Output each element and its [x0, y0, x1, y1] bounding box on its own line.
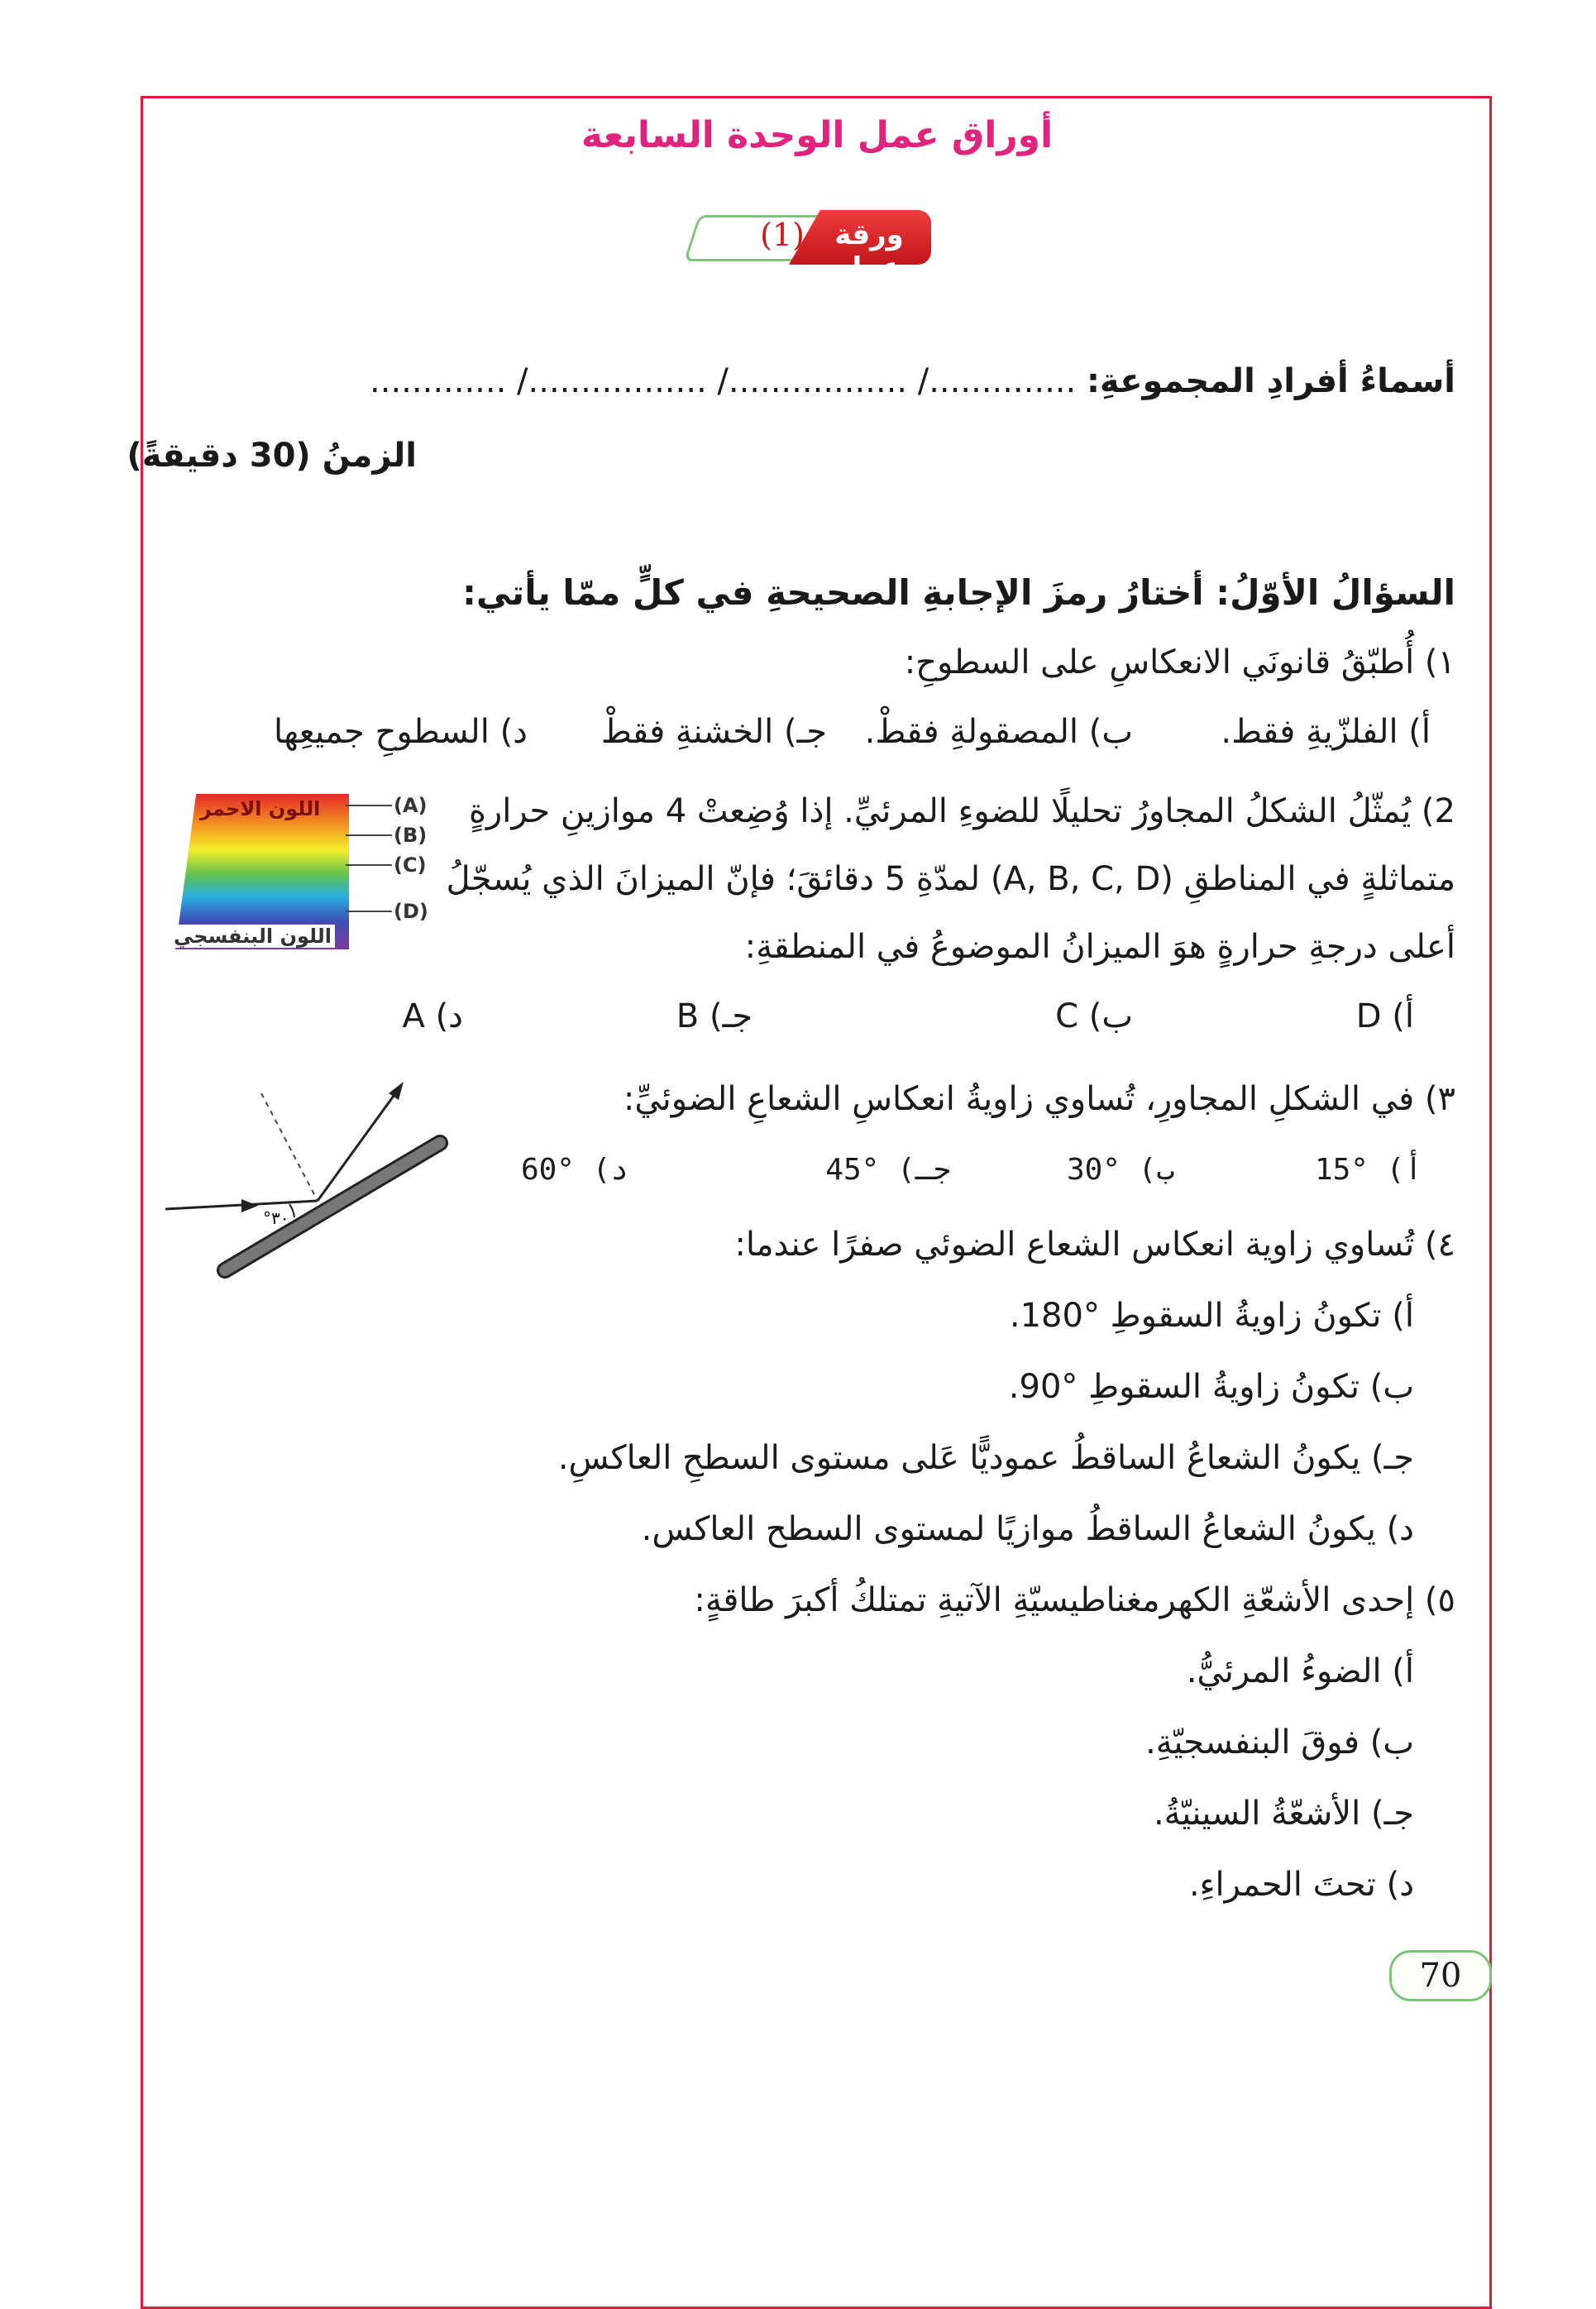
item1-stem: ١) أُطبّقُ قانونَي الانعكاسِ على السطوحِ:: [904, 643, 1455, 681]
item4-option-c: جـ) يكونُ الشعاعُ الساقطُ عموديًّا عَلى مستوى السطحِ العاكسِ.: [557, 1439, 1414, 1477]
item3-stem: ٣) في الشكلِ المجاورِ، تُساوي زاويةُ انعكاسِ الشعاعِ الضوئيِّ:: [623, 1080, 1455, 1118]
item3-option-c: جـ) °45: [825, 1153, 951, 1187]
item5-option-d: د) تحتَ الحمراءِ.: [1188, 1866, 1414, 1904]
item5-option-b: ب) فوقَ البنفسجيّةِ.: [1145, 1723, 1414, 1762]
group-label: أسماءُ أفرادِ المجموعةِ:: [1086, 362, 1455, 400]
item3-option-b: ب) °30: [1066, 1153, 1174, 1187]
item3-option-d: د) °60: [520, 1153, 628, 1187]
item2-option-c: جـ) B: [676, 997, 753, 1035]
spectrum-bottom-label: اللون البنفسجي: [170, 925, 335, 948]
spectrum-region-c: (C): [394, 853, 427, 877]
item4-option-d: د) يكونُ الشعاعُ الساقطُ موازيًا لمستوى السطح العاكس.: [641, 1510, 1414, 1548]
spectrum-region-b: (B): [394, 824, 428, 847]
item2-option-a: أ) D: [1355, 997, 1414, 1035]
item2-line2: متماثلةٍ في المناطقِ (A, B, C, D) لمدّةِ 5 دقائقَ؛ فإنّ الميزانَ الذي يُسجّلُ: [446, 860, 1455, 898]
item5-option-c: جـ) الأشعّةُ السينيّةُ.: [1153, 1795, 1414, 1833]
worksheet-number: (1): [760, 217, 805, 253]
item2-line1: 2) يُمثّلُ الشكلُ المجاورُ تحليلًا للضوءِ المرئيِّ. إذا وُضِعتْ 4 موازينِ حرارةٍ: [468, 792, 1455, 830]
item4-option-b: ب) تكونُ زاويةُ السقوطِ °90.: [1008, 1368, 1414, 1406]
spectrum-top-label: اللون الاحمر: [200, 797, 321, 820]
reflection-figure: [165, 1075, 463, 1282]
item5-option-a: أ) الضوءُ المرئيُّ.: [1186, 1652, 1414, 1690]
page-number: 70: [1389, 1950, 1492, 2001]
reflection-angle-label: °٣٠: [263, 1208, 289, 1228]
item1-option-a: أ) الفلزّيةِ فقط.: [1221, 713, 1431, 751]
group-names-line: [370, 362, 1455, 400]
spectrum-region-d: (D): [394, 900, 428, 923]
question-title: السؤالُ الأوّلُ: أختارُ رمزَ الإجابةِ الصحيحةِ في كلٍّ ممّا يأتي:: [462, 572, 1455, 613]
group-blanks: ............../ ................./ ................./ .............: [370, 362, 1077, 400]
time-label: الزمنُ (30 دقيقةً): [127, 437, 417, 475]
item4-stem: ٤) تُساوي زاوية انعكاس الشعاع الضوئي صفرًا عندما:: [734, 1226, 1455, 1264]
item2-line3: أعلى درجةِ حرارةٍ هوَ الميزانُ الموضوعُ في المنطقةِ:: [744, 928, 1455, 966]
item4-option-a: أ) تكونُ زاويةُ السقوطِ °180.: [1009, 1297, 1414, 1335]
item1-option-d: د) السطوحِ جميعِها: [274, 713, 528, 751]
item2-option-d: د) A: [402, 997, 463, 1035]
item3-option-a: أ) °15: [1314, 1153, 1422, 1187]
item1-option-c: جـ) الخشنةِ فقطْ: [600, 713, 827, 751]
item5-stem: ٥) إحدى الأشعّةِ الكهرمغناطيسيّةِ الآتيةِ تمتلكُ أكبرَ طاقةٍ:: [694, 1581, 1455, 1619]
worksheet-tab: [691, 210, 931, 284]
item1-option-b: ب) المصقولةِ فقطْ.: [864, 713, 1133, 751]
item2-option-b: ب) C: [1055, 997, 1133, 1035]
page-title: أوراق عمل الوحدة السابعة: [581, 114, 1054, 156]
spectrum-region-a: (A): [394, 794, 428, 817]
worksheet-label: ورقة عمل: [834, 218, 904, 284]
